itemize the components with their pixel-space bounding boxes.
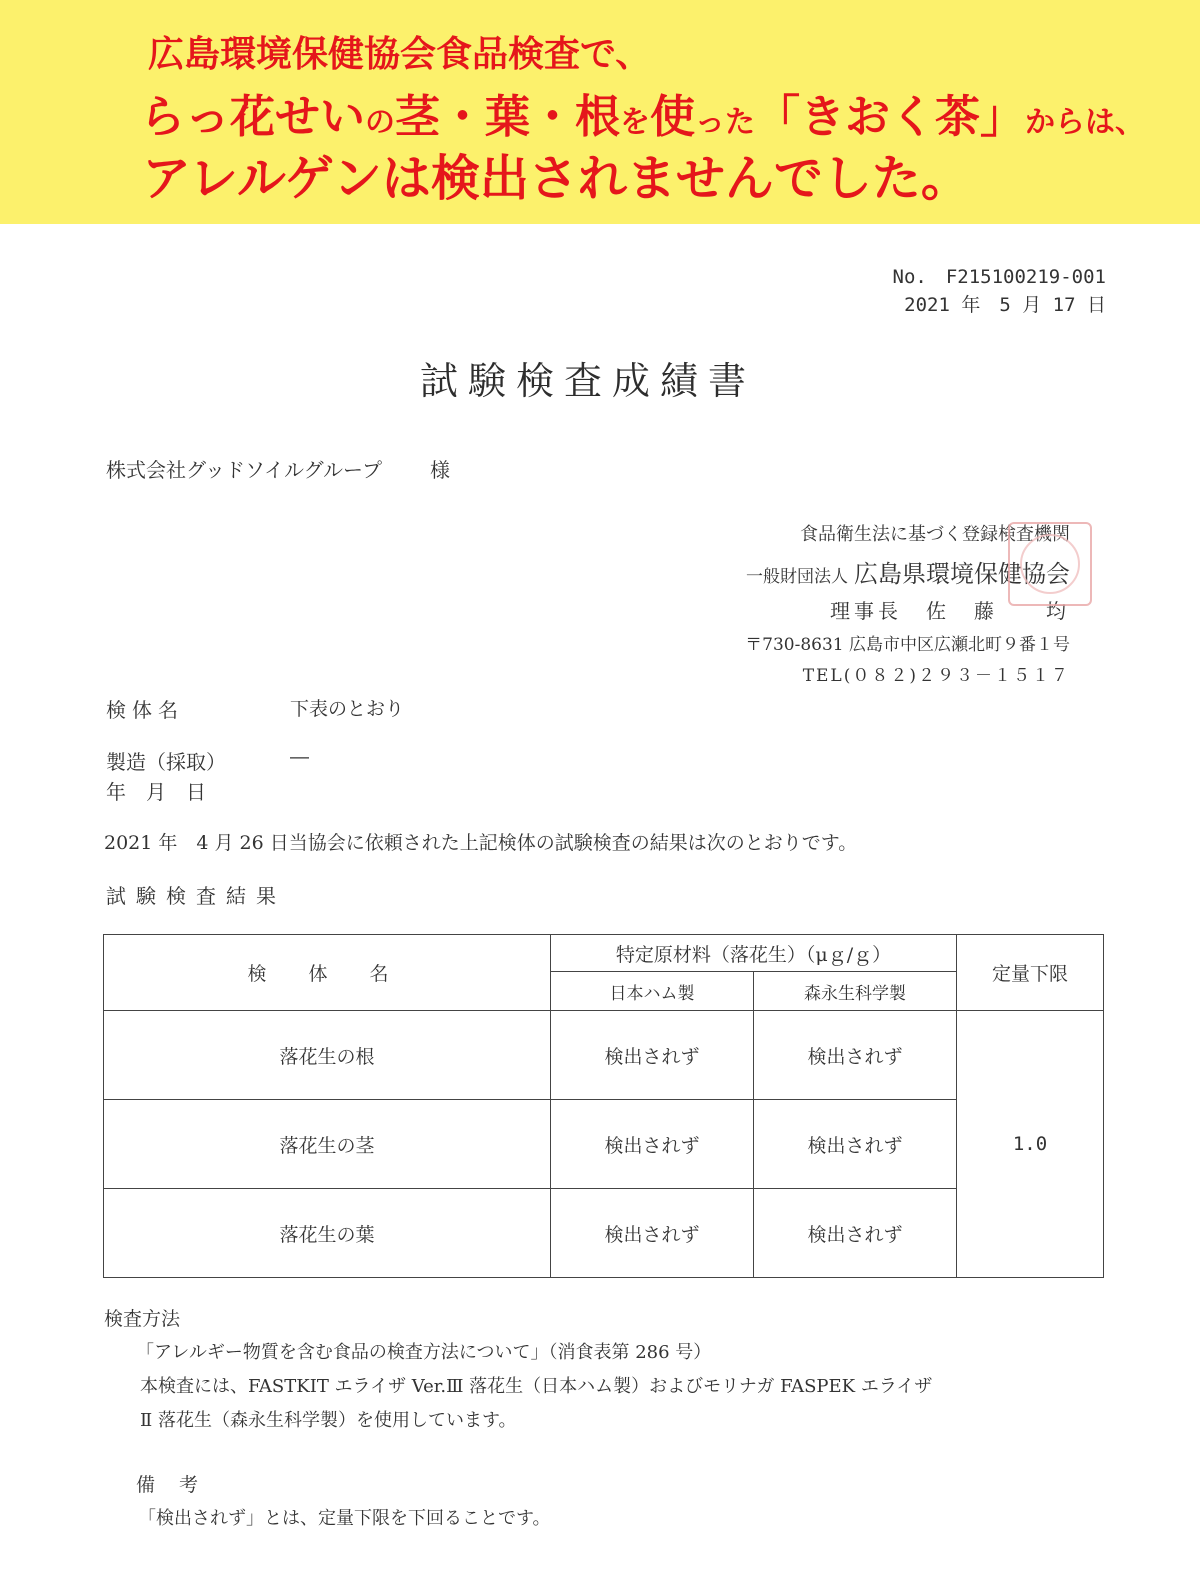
report-date: 2021 年 5 月 17 日 [904, 294, 1106, 316]
header-limit: 定量下限 [957, 935, 1104, 1011]
results-table [103, 934, 1104, 1278]
sample-name-value: 下表のとおり [290, 698, 405, 720]
request-statement: 2021 年 4 月 26 日当協会に依頼された上記検体の試験検査の結果は次のとおりです。 [104, 832, 858, 854]
official-seal-icon [1008, 522, 1092, 606]
recipient [106, 454, 450, 483]
banner-line-1: 広島環境保健協会食品検査で、 [148, 34, 652, 75]
row-nippon-result: 検出されず [551, 1100, 754, 1189]
recipient-name: 株式会社グッドソイルグループ [106, 458, 382, 482]
document-title: 試験検査成績書 [420, 359, 757, 403]
issuer-prefix: 一般財団法人 [746, 567, 848, 587]
mfg-date-label-2: 年 月 日 [106, 780, 206, 804]
method-line-3: Ⅱ 落花生（森永生科学製）を使用しています。 [140, 1410, 517, 1431]
table-row [104, 1011, 1104, 1100]
header-sample [104, 935, 551, 1011]
row-sample-name: 落花生の葉 [104, 1189, 551, 1278]
notes-line: 「検出されず」とは、定量下限を下回ることです。 [138, 1508, 551, 1529]
header-group: 特定原材料（落花生）（μｇ/ｇ） [551, 935, 957, 972]
banner-line-2-d: を [620, 105, 651, 140]
issuer-registration: 食品衛生法に基づく登録検査機関 [800, 524, 1070, 545]
issuer-tel: TEL(０８２)２９３－１５１７ [802, 666, 1070, 686]
method-line-2: 本検査には、FASTKIT エライザ Ver.Ⅲ 落花生（日本ハム製）およびモリナガ FASPEK エライザ [140, 1376, 933, 1397]
table-header-row [104, 935, 1104, 972]
table-row [104, 1189, 1104, 1278]
row-morinaga-result: 検出されず [754, 1100, 957, 1189]
report-number: No. F215100219-001 [892, 266, 1106, 288]
results-heading: 試験検査結果 [106, 884, 286, 908]
banner-line-2-h: からは、 [1025, 105, 1146, 140]
issuer-org: 広島県環境保健協会 [854, 560, 1070, 588]
row-sample-name: 落花生の茎 [104, 1100, 551, 1189]
header-sample-label: 検 体 名 [247, 963, 407, 985]
row-nippon-result: 検出されず [551, 1189, 754, 1278]
banner-line-2-f: った [695, 105, 756, 140]
limit-value: 1.0 [957, 1011, 1104, 1278]
issuer-address: 〒730-8631 広島市中区広瀬北町９番１号 [745, 635, 1070, 655]
issuer-director: 理事長 佐 藤 均 [830, 599, 1070, 623]
header-nippon: 日本ハム製 [551, 972, 754, 1011]
banner-line-2-e: 使 [650, 90, 696, 143]
banner-line-2-g: 「きおく茶」 [755, 90, 1026, 143]
headline-banner [0, 0, 1200, 224]
row-morinaga-result: 検出されず [754, 1011, 957, 1100]
method-line-1: 「アレルギー物質を含む食品の検査方法について」（消食表第 286 号） [136, 1342, 712, 1363]
banner-line-2 [140, 80, 1145, 145]
method-heading: 検査方法 [104, 1308, 181, 1330]
mfg-date-label: 製造（採取） [106, 750, 226, 774]
sample-name-label: 検体名 [106, 698, 184, 722]
banner-line-3: アレルゲンは検出されませんでした。 [142, 150, 970, 207]
row-nippon-result: 検出されず [551, 1011, 754, 1100]
notes-heading: 備考 [136, 1474, 223, 1496]
mfg-date-value: ― [290, 746, 309, 768]
table-row [104, 1100, 1104, 1189]
banner-line-2-c: 茎・葉・根 [395, 90, 621, 143]
banner-line-2-b: の [365, 105, 396, 140]
header-morinaga: 森永生科学製 [754, 972, 957, 1011]
banner-line-2-a: らっ花せい [140, 90, 366, 143]
row-sample-name: 落花生の根 [104, 1011, 551, 1100]
recipient-honorific: 様 [430, 458, 450, 482]
row-morinaga-result: 検出されず [754, 1189, 957, 1278]
